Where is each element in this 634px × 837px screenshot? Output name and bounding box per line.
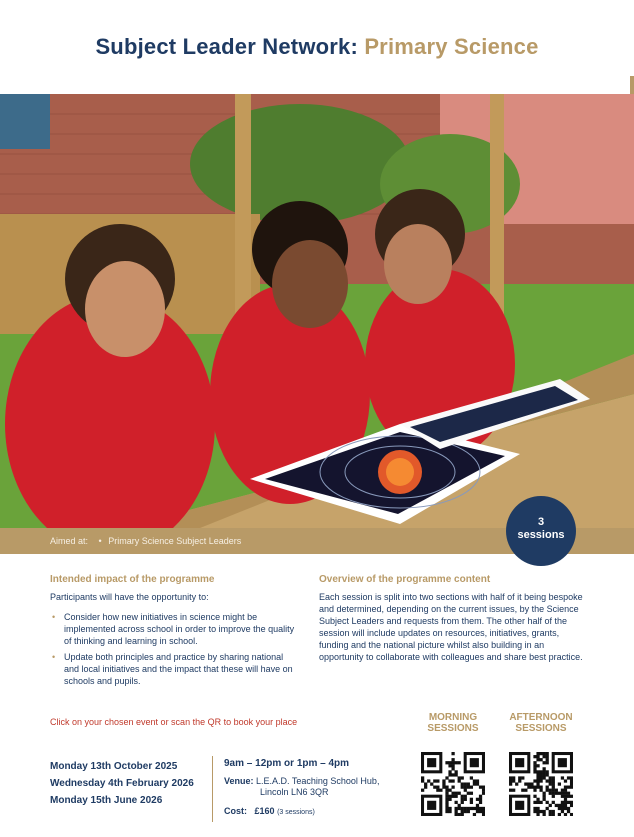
venue	[224, 776, 414, 798]
afternoon-line1: AFTERNOON	[509, 712, 573, 723]
overview-text: Each session is split into two sections with half of it being bespoke and determined, depending on the current issues, by the Science Subject Leaders and requests from them. The other half of the session will include updates on resources, initiatives, grants, funding and the national picture whilst also building in an opportunity to collaborate with colleagues and share best practice.	[319, 592, 583, 662]
venue-line1: L.E.A.D. Teaching School Hub,	[256, 776, 380, 786]
afternoon-qr-code-icon[interactable]	[509, 752, 573, 816]
title-accent: Primary Science	[364, 34, 539, 59]
overview-section	[319, 574, 584, 663]
title-main: Subject Leader Network:	[95, 34, 358, 59]
aimed-at-label: Aimed at:	[50, 536, 89, 546]
afternoon-line2: SESSIONS	[515, 723, 567, 734]
hero-illustration	[0, 94, 634, 528]
list-item: • Update both principles and practice by sharing national and local initiatives and the impact that these will have on schools and pupils.	[50, 651, 295, 687]
overview-heading: Overview of the programme content	[319, 574, 491, 585]
date-link[interactable]: Wednesday 4th February 2026	[50, 778, 194, 789]
impact-intro: Participants will have the opportunity to:	[50, 592, 209, 602]
dates-list	[50, 758, 210, 809]
list-item: • Consider how new initiatives in science might be implemented across school in order to improve the quality of thinking and learning in school.	[50, 611, 295, 647]
sessions-label: sessions	[517, 529, 565, 541]
event-details	[224, 758, 414, 816]
afternoon-sessions-heading	[501, 712, 581, 734]
sessions-badge	[506, 496, 576, 566]
date-link[interactable]: Monday 15th June 2026	[50, 795, 163, 806]
cost	[224, 806, 414, 816]
session-times: 9am – 12pm or 1pm – 4pm	[224, 758, 350, 769]
sessions-count: 3	[537, 516, 545, 528]
cost-value: £160	[254, 806, 275, 816]
morning-line2: SESSIONS	[427, 723, 479, 734]
date-link[interactable]: Monday 13th October 2025	[50, 761, 178, 772]
morning-line1: MORNING	[428, 712, 478, 723]
venue-line2: Lincoln LN6 3QR	[260, 787, 329, 797]
morning-sessions-heading	[413, 712, 493, 734]
impact-heading: Intended impact of the programme	[50, 574, 215, 585]
venue-label: Venue:	[224, 776, 254, 786]
aimed-at-audience: Primary Science Subject Leaders	[108, 536, 242, 546]
booking-link[interactable]: Click on your chosen event or scan the QR to book your place	[50, 717, 298, 727]
hero-photo	[0, 94, 634, 528]
divider	[212, 756, 213, 822]
impact-bullets	[50, 611, 295, 687]
morning-qr-code-icon[interactable]	[421, 752, 485, 816]
page-title	[0, 34, 634, 60]
impact-section	[50, 574, 295, 691]
bullet-icon: •	[98, 536, 102, 546]
cost-note: (3 sessions)	[277, 809, 315, 816]
cost-label: Cost:	[224, 806, 247, 816]
